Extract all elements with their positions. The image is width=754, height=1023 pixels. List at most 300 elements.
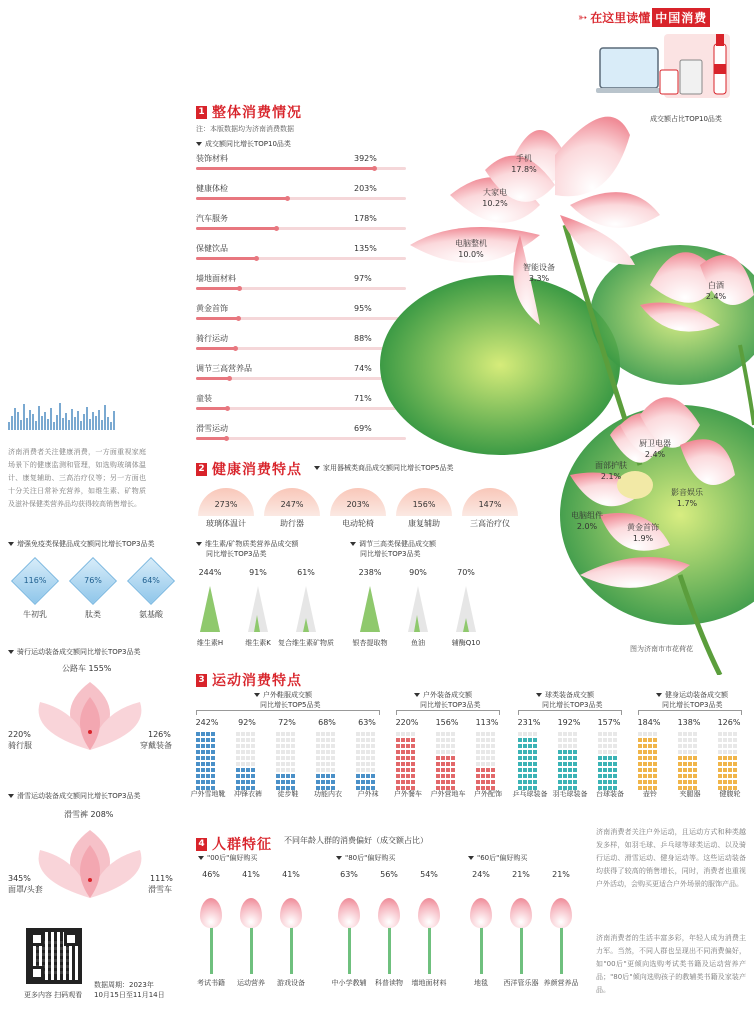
sport-square: [476, 738, 480, 742]
vitamin-subtitle: 维生素/矿物质类营养品成交额: [196, 540, 298, 549]
lotus-share-item: [505, 153, 543, 175]
age-pref-name: 西洋管乐器: [503, 979, 539, 987]
sport-square: [603, 774, 607, 778]
sport-square: [683, 750, 687, 754]
top10-item-value: 97%: [354, 274, 372, 283]
sport-square: [206, 774, 210, 778]
lipid-subtitle-2: 同比增长TOP3品类: [360, 550, 421, 558]
sport-square: [693, 768, 697, 772]
sport-square: [613, 744, 617, 748]
sport-square: [446, 738, 450, 742]
sport-square: [568, 732, 572, 736]
top10-bar-fill: [196, 167, 375, 170]
sport-square: [491, 744, 495, 748]
sport-square: [486, 750, 490, 754]
sport-square: [211, 774, 215, 778]
wave-bar: [17, 412, 19, 430]
sport-square: [678, 750, 682, 754]
sport-square: [356, 744, 360, 748]
lotus-share-value: 2.4%: [644, 450, 666, 459]
sport-square: [361, 744, 365, 748]
sport-square: [361, 780, 365, 784]
sport-square: [331, 762, 335, 766]
wave-bar: [98, 410, 100, 430]
sport-square: [723, 780, 727, 784]
sport-name: 夹腿器: [679, 790, 701, 798]
sport-square: [211, 738, 215, 742]
age-pref-value: 21%: [552, 870, 570, 879]
top10-bar-fill: [196, 257, 257, 260]
sport-square: [486, 732, 490, 736]
sport-square: [281, 762, 285, 766]
section-2-header: [196, 459, 302, 479]
top10-item-name: 滑雪运动: [196, 424, 228, 433]
sport-square: [436, 732, 440, 736]
sport-square: [486, 756, 490, 760]
sport-square: [366, 756, 370, 760]
sport-square: [573, 762, 577, 766]
sport-square: [558, 762, 562, 766]
top10-item-name: 墙地面材料: [196, 274, 236, 283]
section-title: 健康消费特点: [212, 462, 302, 478]
lotus-illustration: [380, 95, 754, 675]
sport-square: [598, 774, 602, 778]
sport-square: [251, 738, 255, 742]
tulip-stem: [348, 920, 351, 974]
sport-square: [406, 774, 410, 778]
sport-square: [718, 768, 722, 772]
wave-bar: [8, 422, 10, 430]
sport-group-subtitle: 同比增长TOP3品类: [662, 701, 723, 709]
sport-square: [251, 750, 255, 754]
sport-square: [653, 732, 657, 736]
immune-name: 氨基酸: [139, 610, 163, 619]
top10-bar-fill: [196, 377, 230, 380]
sport-square: [598, 744, 602, 748]
wave-bar: [53, 422, 55, 430]
sport-square: [683, 774, 687, 778]
cycling-top-label: 公路车 155%: [62, 664, 112, 673]
sport-square: [476, 774, 480, 778]
sport-square: [683, 756, 687, 760]
sport-name: 户外营地车: [430, 790, 466, 798]
sport-square: [321, 750, 325, 754]
shopping-illustration: [596, 30, 746, 102]
sport-square: [236, 744, 240, 748]
sport-square: [481, 762, 485, 766]
sport-square: [693, 774, 697, 778]
qr-code[interactable]: [26, 928, 82, 984]
sport-square: [331, 738, 335, 742]
sport-square: [558, 744, 562, 748]
sport-square: [281, 744, 285, 748]
sport-square: [436, 774, 440, 778]
sport-square: [603, 732, 607, 736]
sport-square: [326, 774, 330, 778]
top10-item-name: 童装: [196, 394, 212, 403]
sport-square: [476, 762, 480, 766]
sport-square: [331, 756, 335, 760]
sport-square: [401, 768, 405, 772]
sport-square: [533, 732, 537, 736]
sport-square: [281, 768, 285, 772]
sport-square: [523, 762, 527, 766]
age-pref-name: 地毯: [474, 979, 488, 987]
sport-square: [411, 768, 415, 772]
sport-square: [366, 744, 370, 748]
sport-name: 徒步鞋: [277, 790, 299, 798]
sport-square: [603, 768, 607, 772]
sport-square: [608, 768, 612, 772]
tulip-bud: [550, 898, 572, 928]
triangle-name: 维生素K: [245, 639, 271, 647]
ski-left-value: 345%: [8, 874, 31, 883]
sport-square: [718, 750, 722, 754]
sport-square: [366, 738, 370, 742]
sport-square-grid: [276, 732, 295, 791]
sport-square: [326, 732, 330, 736]
triangle-value: 238%: [358, 568, 382, 577]
sport-square: [196, 732, 200, 736]
sport-square: [246, 756, 250, 760]
sport-square: [683, 762, 687, 766]
sport-square: [451, 780, 455, 784]
sport-square: [486, 768, 490, 772]
sport-square: [236, 768, 240, 772]
sport-square: [281, 774, 285, 778]
sport-square: [733, 738, 737, 742]
top10-item-value: 95%: [354, 304, 372, 313]
sport-square: [406, 780, 410, 784]
sport-square: [446, 780, 450, 784]
sport-square: [396, 744, 400, 748]
sport-square: [528, 780, 532, 784]
sport-square: [733, 780, 737, 784]
sport-square: [733, 768, 737, 772]
triangle-name: 鱼油: [411, 639, 425, 647]
sport-square: [241, 768, 245, 772]
sport-square: [361, 762, 365, 766]
sport-square: [528, 762, 532, 766]
lotus-share-value: 3.3%: [528, 274, 550, 283]
age-pref-value: 63%: [340, 870, 358, 879]
sport-square: [211, 780, 215, 784]
sport-square: [573, 738, 577, 742]
sport-square: [201, 744, 205, 748]
sport-square: [441, 774, 445, 778]
triangle-name: 复合维生素矿物质: [278, 639, 334, 647]
ski-subtitle: 滑雪运动装备成交额同比增长TOP3品类: [8, 792, 140, 801]
sport-square: [638, 750, 642, 754]
sport-square: [251, 756, 255, 760]
sport-square: [201, 756, 205, 760]
sport-square: [361, 774, 365, 778]
sport-square: [563, 762, 567, 766]
header-title-highlight: 中国消费: [652, 8, 710, 27]
sport-square: [613, 780, 617, 784]
sport-value: 192%: [557, 718, 581, 727]
sport-square: [476, 744, 480, 748]
sport-square: [573, 780, 577, 784]
sport-square: [286, 756, 290, 760]
sport-square: [411, 738, 415, 742]
wave-bar: [47, 419, 49, 430]
age-pref-value: 41%: [282, 870, 300, 879]
sport-square: [366, 768, 370, 772]
sport-square: [678, 732, 682, 736]
sport-square: [366, 780, 370, 784]
lotus-share-name: 电脑组件: [571, 511, 603, 520]
sport-square: [653, 780, 657, 784]
sport-square: [643, 768, 647, 772]
sport-square: [613, 774, 617, 778]
sport-square: [201, 774, 205, 778]
sport-square: [406, 762, 410, 766]
sport-square: [683, 780, 687, 784]
sport-square: [523, 756, 527, 760]
sport-square: [396, 732, 400, 736]
immune-name: 牛初乳: [23, 610, 47, 619]
sport-square: [523, 774, 527, 778]
top10-growth-subtitle: 成交额同比增长TOP10品类: [196, 140, 291, 149]
lotus-share-value: 10.0%: [458, 250, 484, 259]
lotus-share-item: [452, 238, 490, 260]
sport-name: 功能内衣: [314, 790, 342, 798]
sport-square-grid: [678, 732, 697, 791]
sport-square: [321, 756, 325, 760]
sport-name: 户外餐车: [394, 790, 422, 798]
sport-value: 138%: [677, 718, 701, 727]
section-title: 整体消费情况: [212, 105, 302, 121]
sport-square: [211, 768, 215, 772]
sport-square: [241, 732, 245, 736]
sport-square: [401, 780, 405, 784]
sport-square: [613, 738, 617, 742]
sport-square-grid: [476, 732, 495, 791]
sport-square: [401, 750, 405, 754]
sport-square: [613, 762, 617, 766]
sport-square: [286, 750, 290, 754]
sport-square: [321, 738, 325, 742]
sport-square: [491, 750, 495, 754]
sport-square: [251, 732, 255, 736]
tulip-bud: [338, 898, 360, 928]
wave-bar: [80, 421, 82, 430]
sport-square: [638, 732, 642, 736]
lotus-share-item: [668, 487, 706, 509]
sport-square: [276, 768, 280, 772]
sport-square: [648, 738, 652, 742]
sport-square: [678, 774, 682, 778]
lotus-share-item: [697, 280, 735, 302]
sport-square: [688, 750, 692, 754]
lotus-share-name: 白酒: [708, 281, 724, 290]
sport-square: [533, 744, 537, 748]
lipid-subtitle: 调节三高类保健品成交额: [350, 540, 436, 549]
sport-square: [728, 780, 732, 784]
top10-bar-fill: [196, 287, 240, 290]
sport-square-grid: [236, 732, 255, 791]
top10-bar-fill: [196, 197, 288, 200]
wave-bar: [11, 416, 13, 430]
sport-square: [643, 750, 647, 754]
sport-square: [441, 762, 445, 766]
sport-square: [608, 774, 612, 778]
sport-square: [321, 774, 325, 778]
device-value: 273%: [214, 500, 238, 509]
sport-name: 台球装备: [596, 790, 624, 798]
sport-square: [451, 732, 455, 736]
wave-bar: [71, 409, 73, 430]
sport-square: [236, 750, 240, 754]
sport-square: [246, 774, 250, 778]
cycling-left-name: 骑行服: [8, 741, 32, 750]
sport-square: [326, 744, 330, 748]
sport-square: [533, 780, 537, 784]
wave-bar: [59, 403, 61, 430]
top10-item-name: 保健饮品: [196, 244, 228, 253]
right-paragraph-1: 济南消费者关注户外运动，且运动方式和种类越发多样，如羽毛球、乒乓球等球类运动、以及骑行运动、滑雪运动、健身运动等。这些运动装备均获得了较高的销售增长，同时，消费者也重视户外活动，会购买更适合户外场景的服饰产品。: [596, 828, 746, 888]
sport-square: [451, 774, 455, 778]
sport-name: 户外雪地靴: [190, 790, 226, 798]
sport-square: [396, 780, 400, 784]
lotus-share-name: 厨卫电器: [639, 439, 671, 448]
sport-square: [733, 762, 737, 766]
sport-square: [688, 768, 692, 772]
sport-square: [201, 732, 205, 736]
sport-square: [411, 732, 415, 736]
data-note: 注：本版数据均为济南消费数据: [196, 125, 294, 133]
sport-square: [196, 744, 200, 748]
sport-square: [558, 738, 562, 742]
sport-square: [638, 768, 642, 772]
lotus-label-text: 成交额占比TOP10品类: [650, 115, 722, 123]
sport-square: [643, 732, 647, 736]
sport-square: [533, 756, 537, 760]
immune-name: 肽类: [85, 610, 101, 619]
lotus-share-value: 1.9%: [632, 534, 654, 543]
sport-name: 户外配饰: [474, 790, 502, 798]
sport-square: [406, 744, 410, 748]
ski-right-name: 滑雪车: [148, 885, 172, 894]
device-name: 电动轮椅: [342, 519, 374, 528]
sport-square: [441, 768, 445, 772]
sport-group-bracket: [196, 710, 380, 715]
sport-square: [653, 744, 657, 748]
sport-square: [518, 780, 522, 784]
age-pref-name: 科普读物: [375, 979, 403, 987]
sport-square: [401, 738, 405, 742]
sport-square: [411, 744, 415, 748]
wave-bar: [50, 408, 52, 430]
sport-square: [451, 756, 455, 760]
sport-square: [678, 780, 682, 784]
sport-square: [206, 732, 210, 736]
sport-square: [718, 738, 722, 742]
lotus-caption: 图为济南市市花荷花: [630, 645, 693, 653]
sport-square: [236, 774, 240, 778]
sport-square: [326, 780, 330, 784]
sport-square: [533, 738, 537, 742]
sport-square: [411, 762, 415, 766]
device-value: 247%: [280, 500, 304, 509]
sport-square: [316, 774, 320, 778]
sport-group-subtitle: 同比增长TOP3品类: [542, 701, 603, 709]
sport-name: 健腹轮: [719, 790, 741, 798]
section-4-header: [196, 834, 272, 854]
tulip-stem: [480, 920, 483, 974]
top10-bar-dot: [285, 196, 290, 201]
sport-square: [246, 750, 250, 754]
sport-square: [321, 762, 325, 766]
sport-name: 乒乓球装备: [512, 790, 548, 798]
sport-square: [436, 780, 440, 784]
sport-square: [291, 750, 295, 754]
lotus-share-name: 黄金首饰: [627, 523, 659, 532]
sport-square: [608, 738, 612, 742]
sport-square: [648, 762, 652, 766]
age-pref-value: 46%: [202, 870, 220, 879]
triangle-fill: [303, 618, 309, 632]
sport-square: [286, 780, 290, 784]
sport-square: [533, 750, 537, 754]
sport-square: [613, 756, 617, 760]
sport-square: [481, 738, 485, 742]
sport-square: [518, 738, 522, 742]
sport-square: [326, 738, 330, 742]
sport-square: [326, 750, 330, 754]
sport-square: [236, 762, 240, 766]
wave-bar: [92, 412, 94, 430]
sport-square: [693, 744, 697, 748]
section-number: 1: [196, 106, 207, 119]
lotus-share-item: [520, 262, 558, 284]
sport-square: [201, 750, 205, 754]
sport-square: [286, 744, 290, 748]
sport-square: [568, 774, 572, 778]
sport-value: 126%: [717, 718, 741, 727]
age-pref-value: 41%: [242, 870, 260, 879]
age-pref-name: 运动营养: [237, 979, 265, 987]
sport-square: [236, 738, 240, 742]
sport-square: [643, 762, 647, 766]
triangle-fill: [200, 586, 220, 632]
top10-bar-dot: [237, 286, 242, 291]
sport-square-grid: [518, 732, 537, 791]
sport-value: 231%: [517, 718, 541, 727]
lotus-share-value: 1.7%: [676, 499, 698, 508]
sport-square: [718, 756, 722, 760]
sport-square: [316, 732, 320, 736]
sport-square: [718, 780, 722, 784]
header-title: 在这里读懂: [590, 10, 651, 25]
top10-bar-fill: [196, 317, 239, 320]
sport-square: [291, 768, 295, 772]
sport-square: [326, 756, 330, 760]
wave-bar: [62, 418, 64, 430]
sport-square: [406, 738, 410, 742]
sport-square: [568, 762, 572, 766]
sport-square: [276, 744, 280, 748]
sport-square: [236, 756, 240, 760]
sport-square: [491, 738, 495, 742]
sport-square: [723, 750, 727, 754]
lotus-share-value: 10.2%: [482, 199, 508, 208]
sport-square: [533, 774, 537, 778]
sport-square: [733, 744, 737, 748]
sport-square: [436, 738, 440, 742]
sport-square: [486, 774, 490, 778]
